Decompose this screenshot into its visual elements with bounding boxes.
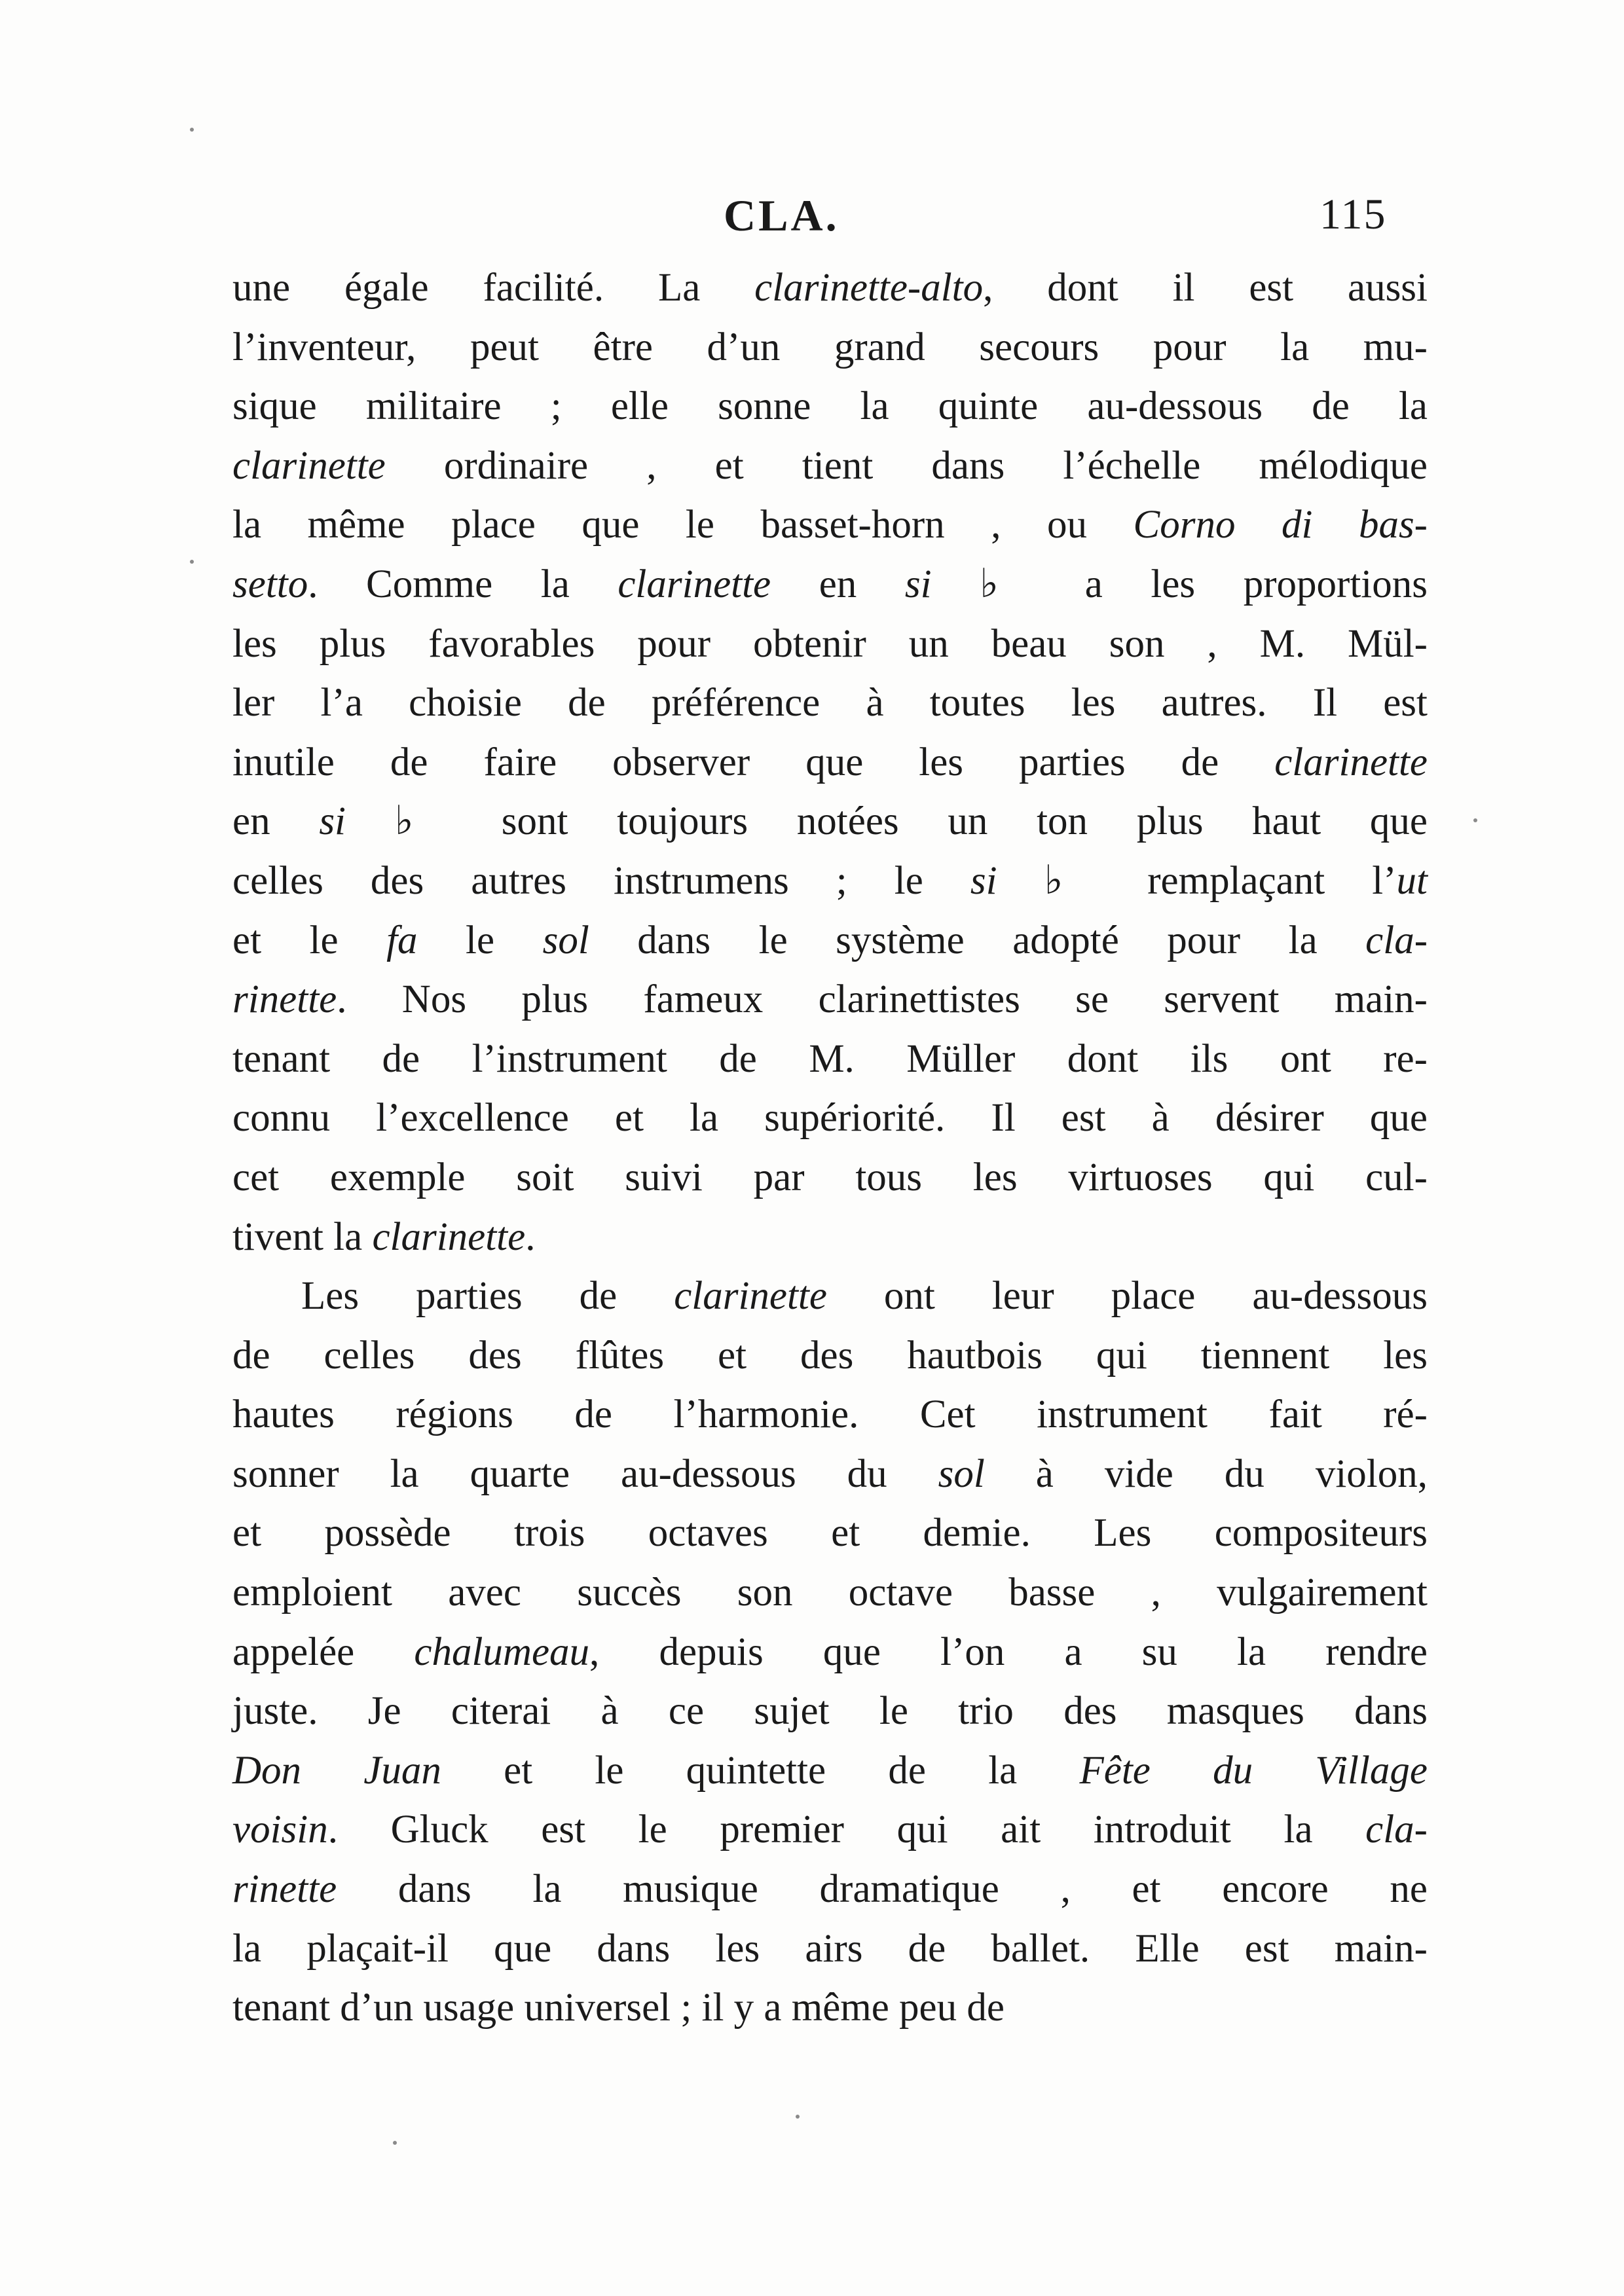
text-line: [232, 1741, 1428, 1801]
italic-text: si: [319, 799, 346, 844]
text-run: ont leur place au-dessous: [826, 1274, 1428, 1319]
text-run: tivent la: [232, 1214, 373, 1259]
text-line: [232, 674, 1428, 733]
text-run: inutile de faire observer que les parties de: [232, 740, 1275, 784]
italic-text: chalumeau: [414, 1630, 590, 1674]
text-run: les plus favorables pour obtenir un beau son , M. Mül-: [232, 621, 1428, 666]
text-line: [232, 1208, 1428, 1267]
text-line: [232, 377, 1428, 437]
italic-text: clarinette: [618, 562, 771, 606]
text-run: Les parties de: [301, 1274, 674, 1319]
italic-text: rinette: [232, 1867, 337, 1912]
text-line: [232, 437, 1428, 496]
text-line: [232, 1030, 1428, 1089]
text-run: sonner la quarte au-dessous du: [232, 1451, 938, 1496]
text-run: en: [771, 562, 905, 606]
italic-text: sol: [938, 1451, 985, 1496]
text-line: [232, 792, 1428, 852]
text-run: emploient avec succès son octave basse , vulgairement: [232, 1571, 1428, 1615]
italic-text: cla-: [1365, 918, 1428, 962]
text-line: [232, 1385, 1428, 1445]
text-line: [232, 1860, 1428, 1920]
text-line: [232, 911, 1428, 971]
running-title: CLA.: [724, 191, 840, 240]
text-line: [232, 318, 1428, 378]
running-head: [0, 190, 1624, 249]
paper-speck: [190, 128, 194, 132]
text-run: de celles des flûtes et des hautbois qui tiennent les: [232, 1333, 1428, 1377]
text-run: une égale facilité. La: [232, 266, 755, 310]
text-line: [232, 1920, 1428, 1979]
text-run: . Comme la: [308, 562, 618, 606]
italic-text: si: [970, 858, 997, 903]
text-run: dans le système adopté pour la: [589, 918, 1366, 962]
italic-text: clarinette: [232, 443, 386, 488]
text-run: . Nos plus fameux clarinettistes se servent main-: [337, 977, 1428, 1022]
text-run: connu l’excellence et la supériorité. Il est à désirer que: [232, 1096, 1428, 1140]
text-line: [232, 555, 1428, 615]
text-run: ♭ sont toujours notées un ton plus haut que: [346, 799, 1428, 844]
body-text: [232, 259, 1428, 2038]
italic-text: Fête du Village: [1079, 1748, 1428, 1793]
text-line: [232, 1504, 1428, 1563]
text-run: celles des autres instrumens ; le: [232, 858, 970, 903]
text-run: dans la musique dramatique , et encore ne: [337, 1867, 1428, 1912]
text-run: hautes régions de l’harmonie. Cet instrument fait ré-: [232, 1393, 1428, 1437]
italic-text: clarinette: [372, 1214, 526, 1259]
italic-text: Corno di bas-: [1133, 503, 1428, 547]
italic-text: clarinette-alto: [754, 266, 984, 310]
text-line: [232, 259, 1428, 318]
text-line: [232, 1089, 1428, 1148]
text-run: , depuis que l’on a su la rendre: [589, 1630, 1428, 1674]
text-run: . Gluck est le premier qui ait introduit la: [327, 1808, 1366, 1852]
text-run: la plaçait-il que dans les airs de ballet. Elle est main-: [232, 1926, 1428, 1971]
text-run: tenant d’un usage universel ; il y a même peu de: [232, 1986, 1005, 2030]
paper-speck: [1473, 818, 1477, 822]
text-run: ler l’a choisie de préférence à toutes les autres. Il est: [232, 681, 1428, 725]
paper-speck: [796, 2115, 800, 2119]
text-run: et le quintette de la: [441, 1748, 1080, 1793]
text-run: ordinaire , et tient dans l’échelle mélodique: [385, 443, 1428, 488]
italic-text: sol: [542, 918, 589, 962]
text-run: l’inventeur, peut être d’un grand secours pour la mu-: [232, 325, 1428, 369]
text-line: [232, 615, 1428, 674]
text-line: [232, 1623, 1428, 1683]
text-line: [232, 970, 1428, 1030]
italic-text: ut: [1396, 858, 1428, 903]
text-run: ♭ a les proportions: [931, 562, 1428, 606]
text-line: [232, 1563, 1428, 1623]
text-line: [232, 1267, 1428, 1326]
italic-text: clarinette: [1274, 740, 1428, 784]
italic-text: fa: [386, 918, 418, 962]
paper-speck: [190, 560, 194, 564]
text-line: [232, 1800, 1428, 1860]
text-run: ♭ remplaçant l’: [997, 858, 1397, 903]
text-run: , dont il est aussi: [983, 266, 1428, 310]
italic-text: voisin: [232, 1808, 328, 1852]
italic-text: cla-: [1365, 1808, 1428, 1852]
text-line: [232, 496, 1428, 555]
text-run: et le: [232, 918, 387, 962]
italic-text: clarinette: [674, 1274, 827, 1319]
text-line: [232, 852, 1428, 911]
text-line: [232, 1682, 1428, 1741]
text-run: appelée: [232, 1630, 415, 1674]
text-run: cet exemple soit suivi par tous les virtuoses qui cul-: [232, 1155, 1428, 1199]
text-line: [232, 1445, 1428, 1504]
paper-speck: [393, 2141, 397, 2145]
italic-text: setto: [232, 562, 308, 606]
italic-text: si: [904, 562, 932, 606]
italic-text: Don Juan: [232, 1748, 441, 1793]
text-run: tenant de l’instrument de M. Müller dont ils ont re-: [232, 1036, 1428, 1081]
text-run: le: [417, 918, 543, 962]
text-line: [232, 733, 1428, 793]
page-number: 115: [1320, 191, 1387, 238]
text-run: en: [232, 799, 320, 844]
text-run: à vide du violon,: [984, 1451, 1428, 1496]
text-line: [232, 1326, 1428, 1386]
text-run: et possède trois octaves et demie. Les compositeurs: [232, 1511, 1428, 1556]
text-run: sique militaire ; elle sonne la quinte au-dessous de la: [232, 384, 1428, 429]
text-line: [232, 1148, 1428, 1208]
text-run: juste. Je citerai à ce sujet le trio des masques dans: [232, 1689, 1428, 1734]
italic-text: rinette: [232, 977, 337, 1022]
text-run: la même place que le basset-horn , ou: [232, 503, 1134, 547]
text-run: .: [525, 1214, 536, 1259]
text-line: [232, 1978, 1428, 2038]
